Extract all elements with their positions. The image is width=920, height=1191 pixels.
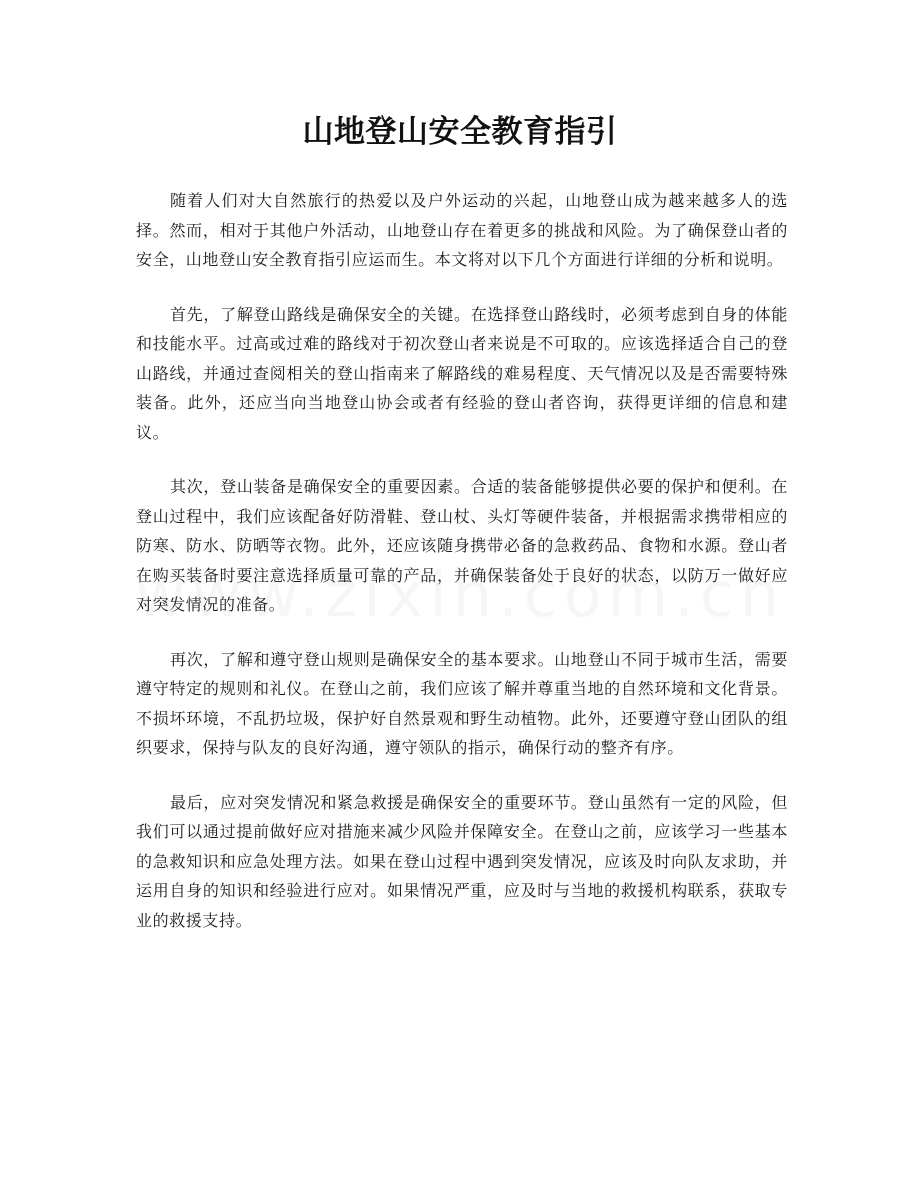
- document-body: [136, 186, 788, 960]
- paragraph-equipment: 其次，登山装备是确保安全的重要因素。合适的装备能够提供必要的保护和便利。在登山过程中，我们应该配备好防滑鞋、登山杖、头灯等硬件装备，并根据需求携带相应的防寒、防水、防晒等衣物。此外，还应该随身携带必备的急救药品、食物和水源。登山者在购买装备时要注意选择质量可靠的产品，并确保装备处于良好的状态，以防万一做好应对突发情况的准备。: [136, 477, 788, 614]
- paragraph-emergency: 最后，应对突发情况和紧急救援是确保安全的重要环节。登山虽然有一定的风险，但我们可以通过提前做好应对措施来减少风险并保障安全。在登山之前，应该学习一些基本的急救知识和应急处理方法。如果在登山过程中遇到突发情况，应该及时向队友求助，并运用自身的知识和经验进行应对。如果情况严重，应及时与当地的救援机构联系，获取专业的救援支持。: [136, 792, 788, 930]
- paragraph-route: 首先，了解登山路线是确保安全的关键。在选择登山路线时，必须考虑到自身的体能和技能水平。过高或过难的路线对于初次登山者来说是不可取的。应该选择适合自己的登山路线，并通过查阅相关的登山指南来了解路线的难易程度、天气情况以及是否需要特殊装备。此外，还应当向当地登山协会或者有经验的登山者咨询，获得更详细的信息和建议。: [136, 304, 788, 442]
- paragraph-intro: 随着人们对大自然旅行的热爱以及户外运动的兴起，山地登山成为越来越多人的选择。然而，相对于其他户外活动，山地登山存在着更多的挑战和风险。为了确保登山者的安全，山地登山安全教育指引应运而生。本文将对以下几个方面进行详细的分析和说明。: [136, 191, 788, 269]
- paragraph-rules: 再次，了解和遵守登山规则是确保安全的基本要求。山地登山不同于城市生活，需要遵守特定的规则和礼仪。在登山之前，我们应该了解并尊重当地的自然环境和文化背景。不损坏环境，不乱扔垃圾，保护好自然景观和野生动植物。此外，还要遵守登山团队的组织要求，保持与队友的良好沟通，遵守领队的指示，确保行动的整齐有序。: [136, 649, 788, 757]
- document-title: 山地登山安全教育指引: [302, 114, 618, 150]
